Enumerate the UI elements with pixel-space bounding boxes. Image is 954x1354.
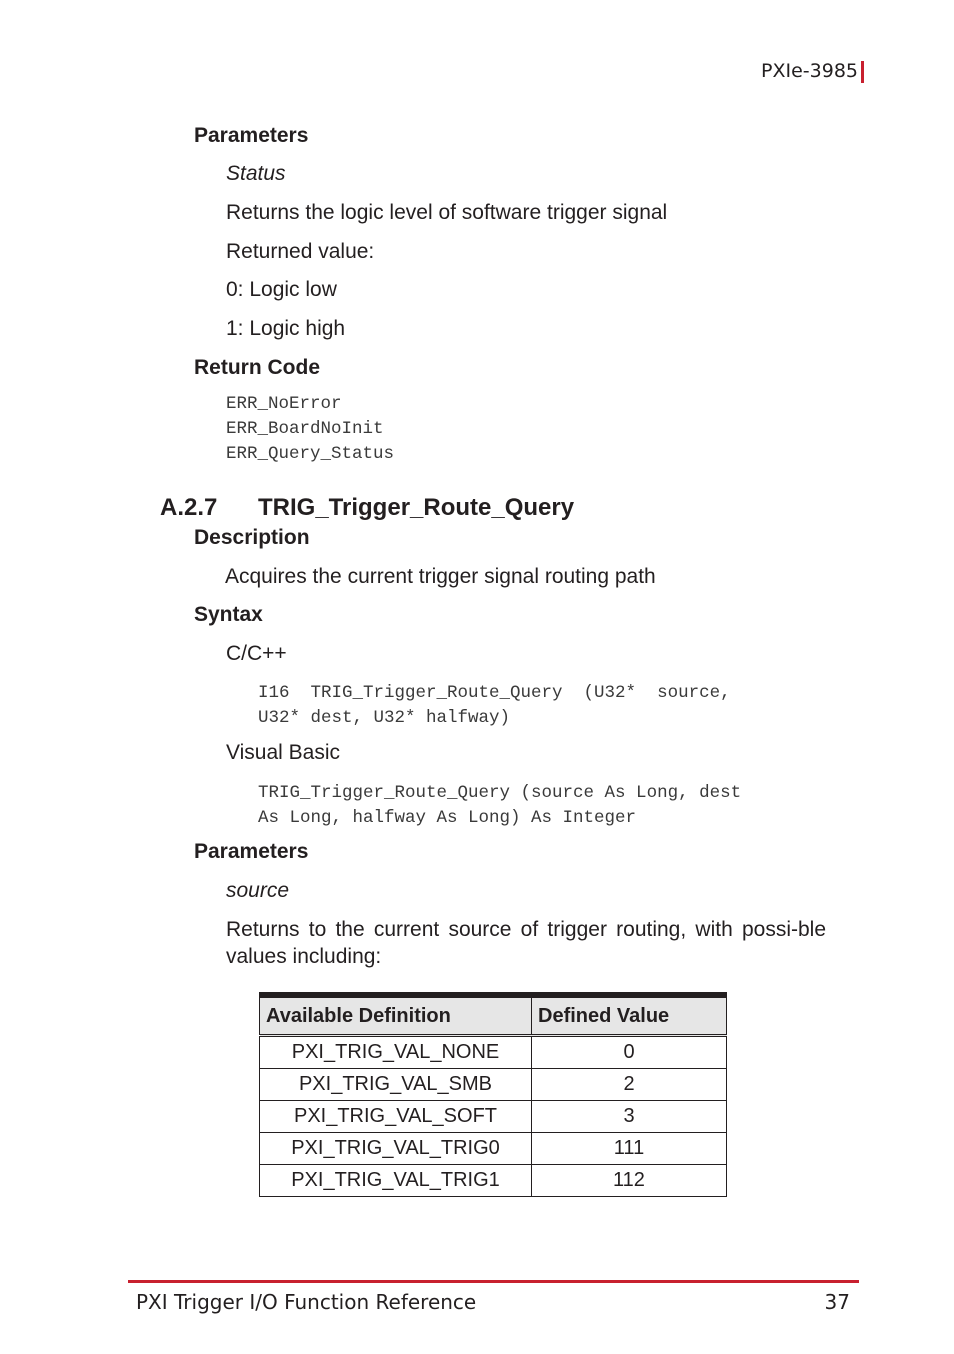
return-code-heading: Return Code [194,356,320,379]
page-number: 37 [824,1290,850,1314]
running-header: PXIe-3985 [761,60,858,82]
table-row [260,1036,727,1069]
table-row [260,1101,727,1133]
section-title: TRIG_Trigger_Route_Query [258,494,575,521]
value-cell: 2 [532,1069,727,1101]
value-item: 0: Logic low [226,278,337,301]
value-cell: 3 [532,1101,727,1133]
returned-value-label: Returned value: [226,240,375,263]
parameters-heading: Parameters [194,124,309,147]
vb-label: Visual Basic [226,741,341,764]
code-line: I16 TRIG_Trigger_Route_Query (U32* source, [258,683,731,703]
value-item: 1: Logic high [226,317,346,340]
header-accent-bar [861,61,864,83]
table-header-row [260,995,727,1036]
definition-cell: PXI_TRIG_VAL_NONE [260,1036,532,1069]
return-code: ERR_Query_Status [226,444,395,464]
table-row [260,1165,727,1197]
definitions-table [259,992,727,1197]
code-line: TRIG_Trigger_Route_Query (source As Long, dest [258,783,742,803]
table-row [260,1133,727,1165]
definition-cell: PXI_TRIG_VAL_TRIG1 [260,1165,532,1197]
param-name-source: source [226,879,290,902]
syntax-heading: Syntax [194,603,263,626]
value-cell: 112 [532,1165,727,1197]
param-desc-status: Returns the logic level of software trigger signal [226,201,668,224]
definition-cell: PXI_TRIG_VAL_SMB [260,1069,532,1101]
footer-rule [128,1280,859,1283]
description-text: Acquires the current trigger signal routing path [225,565,656,588]
column-header: Defined Value [532,995,727,1036]
value-cell: 0 [532,1036,727,1069]
column-header: Available Definition [260,995,532,1036]
value-cell: 111 [532,1133,727,1165]
table-row [260,1069,727,1101]
parameters-heading-2: Parameters [194,840,309,863]
definition-cell: PXI_TRIG_VAL_SOFT [260,1101,532,1133]
footer-title: PXI Trigger I/O Function Reference [136,1290,477,1314]
c-syntax-code [258,681,731,731]
code-line: U32* dest, U32* halfway) [258,708,511,728]
return-code: ERR_BoardNoInit [226,419,384,439]
code-line: As Long, halfway As Long) As Integer [258,808,637,828]
c-label: C/C++ [226,642,287,665]
definition-cell: PXI_TRIG_VAL_TRIG0 [260,1133,532,1165]
description-heading: Description [194,526,310,549]
param-name-status: Status [226,162,286,185]
return-code: ERR_NoError [226,394,342,414]
section-heading [160,494,574,522]
section-number: A.2.7 [160,494,218,521]
param-desc-source: Returns to the current source of trigger routing, with possi-ble values including: [226,918,826,968]
return-code-list [226,392,394,467]
vb-syntax-code [258,781,741,831]
